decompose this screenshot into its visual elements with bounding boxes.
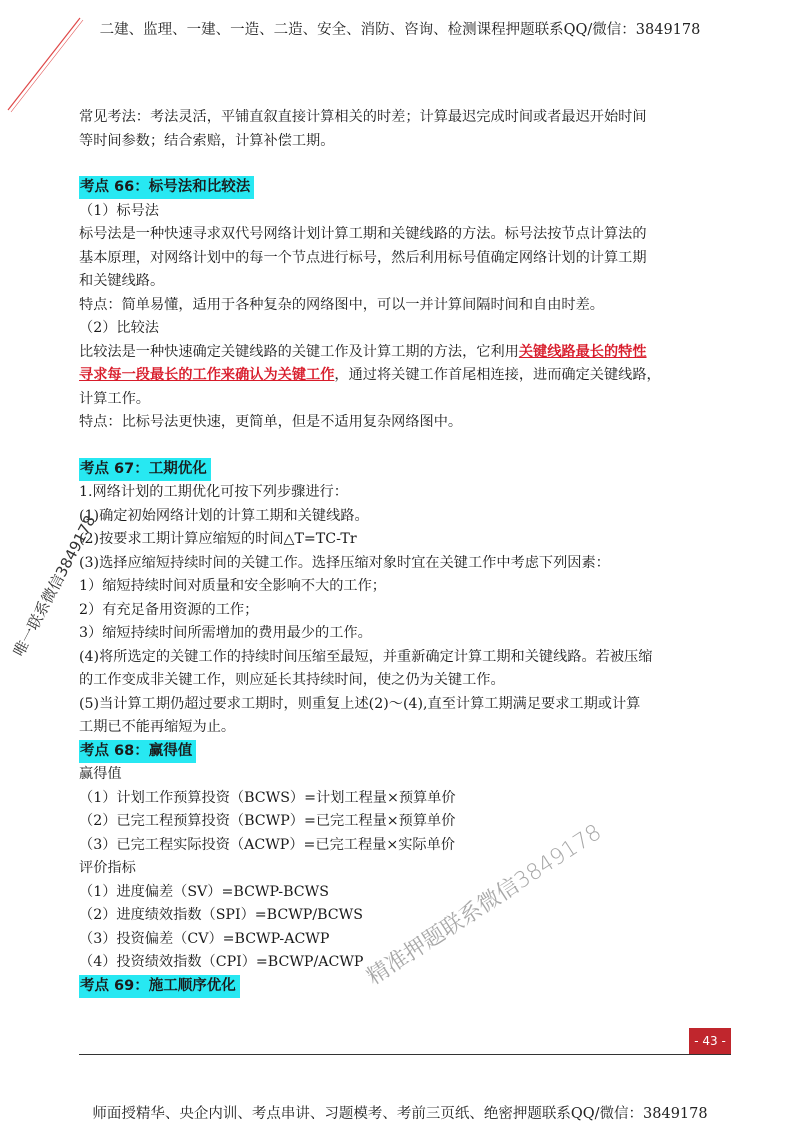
formula-line: （3）投资偏差（CV）=BCWP-ACWP: [79, 930, 330, 947]
section-heading: 考点 67：工期优化: [79, 458, 211, 481]
formula-line: （1）计划工作预算投资（BCWS）=计划工程量×预算单价: [79, 789, 456, 806]
paragraph-line: 寻求每一段最长的工作来确认为关键工作，通过将关键工作首尾相连接，进而确定关键线路，: [79, 367, 661, 383]
list-item: (1)确定初始网络计划的计算工期和关键线路。: [79, 507, 369, 524]
section-heading: 考点 68：赢得值: [79, 740, 196, 763]
document-body: [79, 106, 731, 998]
formula-line: （2）已完工程预算投资（BCWP）=已完工程量×预算单价: [79, 813, 456, 829]
subheading: 评价指标: [79, 860, 136, 876]
intro-line: 常见考法：考法灵活，平铺直叙直接计算相关的时差；计算最迟完成时间或者最迟开始时间: [79, 109, 647, 125]
page-number-badge: - 43 -: [689, 1028, 731, 1054]
subheading: （2）比较法: [79, 320, 159, 336]
watermark-center: 精准押题联系微信3849178: [362, 819, 607, 991]
section-69: [79, 975, 731, 999]
paragraph-line: 特点：简单易懂，适用于各种复杂的网络图中，可以一并计算间隔时间和自由时差。: [79, 296, 604, 313]
formula-line: （3）已完工程实际投资（ACWP）=已完工程量×实际单价: [79, 836, 455, 853]
paragraph-line: 和关键线路。: [79, 273, 165, 289]
paragraph-line: 基本原理，对网络计划中的每一个节点进行标号，然后利用标号值确定网络计划的计算工期: [79, 249, 647, 266]
page-header: 二建、监理、一建、一造、二造、安全、消防、咨询、检测课程押题联系QQ/微信：3849178: [99, 22, 701, 38]
list-item: (5)当计算工期仍超过要求工期时，则重复上述(2)～(4),直至计算工期满足要求工期或计算: [79, 695, 641, 712]
paragraph-line: 计算工作。: [79, 390, 150, 407]
section-66: [79, 176, 731, 435]
watermark-left: 唯一联系微信3849178: [9, 512, 100, 660]
formula-line: （4）投资绩效指数（CPI）=BCWP/ACWP: [79, 954, 364, 970]
list-item: (3)选择应缩短持续时间的关键工作。选择压缩对象时宜在关键工作中考虑下列因素：: [79, 554, 610, 571]
highlighted-text: 寻求每一段最长的工作来确认为关键工作: [79, 367, 335, 383]
formula-line: （2）进度绩效指数（SPI）=BCWP/BCWS: [79, 907, 363, 923]
section-67: [79, 458, 731, 740]
list-item: 1.网络计划的工期优化可按下列步骤进行：: [79, 484, 348, 500]
highlighted-text: 关键线路最长的特性: [518, 343, 647, 360]
list-item: 的工作变成非关键工作，则应延长其持续时间，使之仍为关键工作。: [79, 672, 505, 688]
subheading: 赢得值: [79, 766, 122, 782]
list-item: 3）缩短持续时间所需增加的费用最少的工作。: [79, 625, 372, 641]
page-footer: 师面授精华、央企内训、考点串讲、习题模考、考前三页纸、绝密押题联系QQ/微信：3849178: [92, 1106, 708, 1122]
paragraph-line: 特点：比标号法更快速，更简单，但是不适用复杂网络图中。: [79, 414, 463, 430]
intro-line: 等时间参数；结合索赔，计算补偿工期。: [79, 132, 335, 149]
section-heading: 考点 69：施工顺序优化: [79, 975, 240, 998]
list-item: 工期已不能再缩短为止。: [79, 719, 236, 735]
paragraph-line: 标号法是一种快速寻求双代号网络计划计算工期和关键线路的方法。标号法按节点计算法的: [79, 226, 647, 242]
list-item: (2)按要求工期计算应缩短的时间△T=TC-Tr: [79, 531, 357, 547]
subheading: （1）标号法: [79, 202, 159, 219]
list-item: (4)将所选定的关键工作的持续时间压缩至最短，并重新确定计算工期和关键线路。若被压缩: [79, 648, 653, 665]
section-heading: 考点 66：标号法和比较法: [79, 176, 254, 199]
footer-divider: [79, 1054, 731, 1055]
list-item: 2）有充足备用资源的工作；: [79, 601, 259, 618]
list-item: 1）缩短持续时间对质量和安全影响不大的工作；: [79, 578, 386, 594]
paragraph-line: 比较法是一种快速确定关键线路的关键工作及计算工期的方法，它利用关键线路最长的特性: [79, 343, 647, 360]
formula-line: （1）进度偏差（SV）=BCWP-BCWS: [79, 883, 329, 900]
